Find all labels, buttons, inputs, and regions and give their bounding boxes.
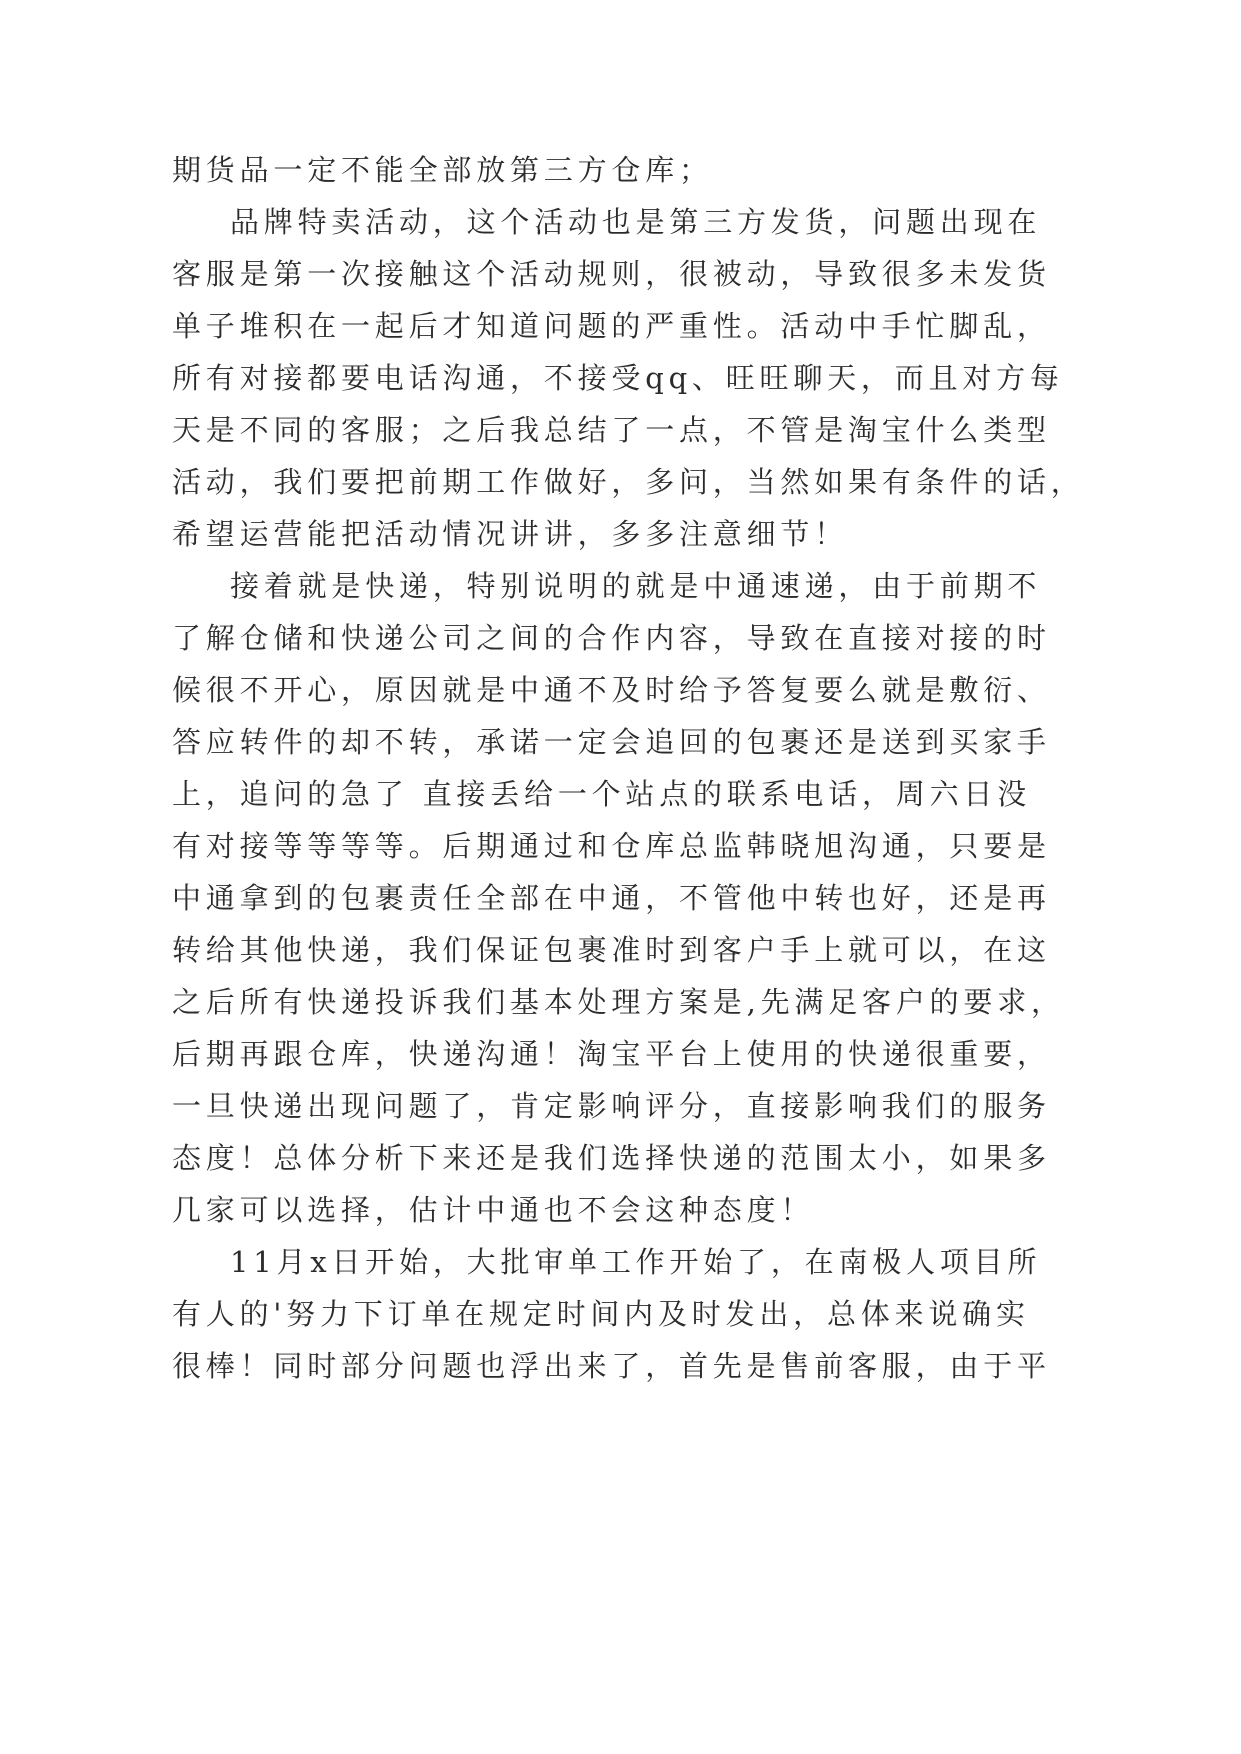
text-line: 所有对接都要电话沟通，不接受qq、旺旺聊天，而且对方每 xyxy=(172,361,1064,395)
text-line: 答应转件的却不转，承诺一定会追回的包裹还是送到买家手 xyxy=(172,725,1051,759)
text-line: 几家可以选择，估计中通也不会这种态度！ xyxy=(172,1193,815,1227)
text-line: 有人的'努力下订单在规定时间内及时发出，总体来说确实 xyxy=(172,1297,1030,1331)
text-line: 之后所有快递投诉我们基本处理方案是,先满足客户的要求， xyxy=(172,985,1065,1019)
paragraph-start-line: 品牌特卖活动，这个活动也是第三方发货，问题出现在 xyxy=(230,205,1042,239)
text-line: 活动，我们要把前期工作做好，多问，当然如果有条件的话， xyxy=(172,465,1085,499)
text-line: 期货品一定不能全部放第三方仓库； xyxy=(172,153,713,187)
text-line: 客服是第一次接触这个活动规则，很被动，导致很多未发货 xyxy=(172,257,1051,291)
paragraph-start-line: 11月x日开始，大批审单工作开始了，在南极人项目所 xyxy=(230,1245,1042,1279)
text-line: 天是不同的客服；之后我总结了一点，不管是淘宝什么类型 xyxy=(172,413,1051,447)
text-line: 上，追问的急了 直接丢给一个站点的联系电话，周六日没 xyxy=(172,777,1032,811)
text-line: 很棒！同时部分问题也浮出来了，首先是售前客服，由于平 xyxy=(172,1349,1051,1383)
text-line: 态度！总体分析下来还是我们选择快递的范围太小，如果多 xyxy=(172,1141,1051,1175)
text-line: 单子堆积在一起后才知道问题的严重性。活动中手忙脚乱， xyxy=(172,309,1051,343)
text-line: 希望运营能把活动情况讲讲，多多注意细节！ xyxy=(172,517,849,551)
text-line: 中通拿到的包裹责任全部在中通，不管他中转也好，还是再 xyxy=(172,881,1051,915)
text-line: 一旦快递出现问题了，肯定影响评分，直接影响我们的服务 xyxy=(172,1089,1051,1123)
text-line: 转给其他快递，我们保证包裹准时到客户手上就可以，在这 xyxy=(172,933,1051,967)
text-line: 后期再跟仓库，快递沟通！淘宝平台上使用的快递很重要， xyxy=(172,1037,1051,1071)
text-line: 了解仓储和快递公司之间的合作内容，导致在直接对接的时 xyxy=(172,621,1051,655)
text-line: 有对接等等等等。后期通过和仓库总监韩晓旭沟通，只要是 xyxy=(172,829,1051,863)
paragraph-start-line: 接着就是快递，特别说明的就是中通速递，由于前期不 xyxy=(230,569,1042,603)
text-line: 候很不开心，原因就是中通不及时给予答复要么就是敷衍、 xyxy=(172,673,1051,707)
